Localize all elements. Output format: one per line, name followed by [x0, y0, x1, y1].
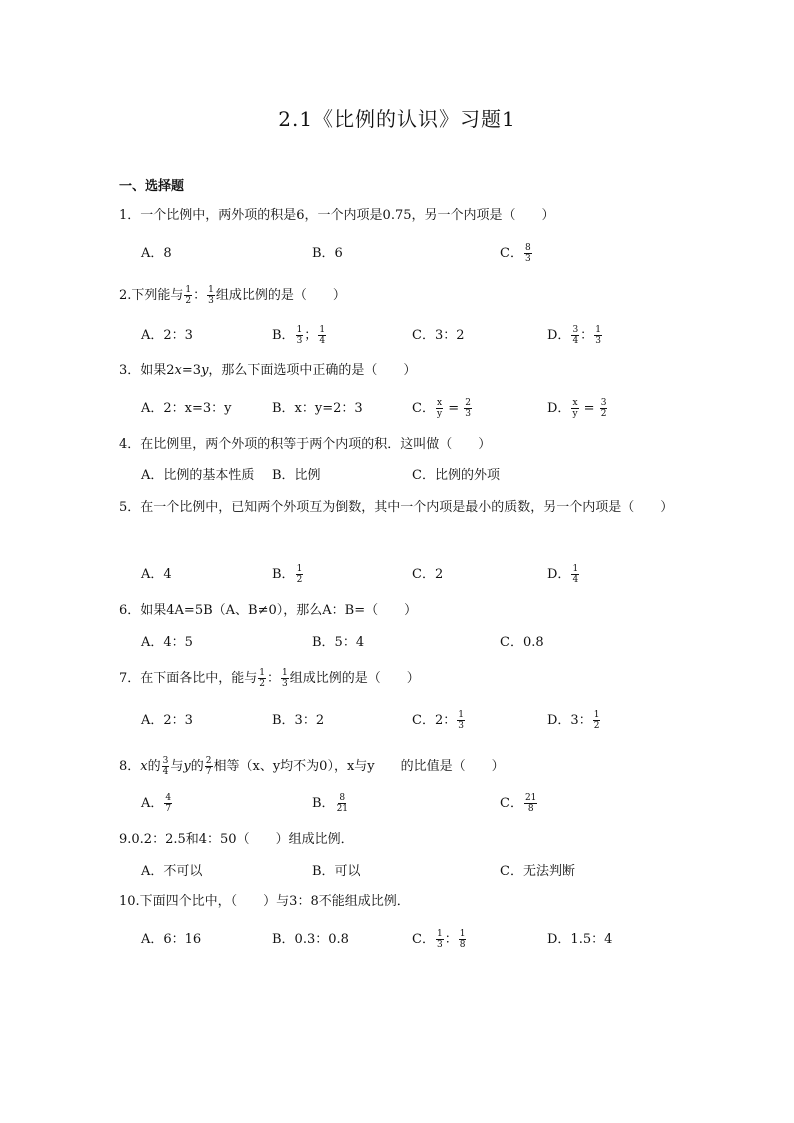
q5-option-a: A．4: [141, 567, 172, 582]
question-10-stem: 10.下面四个比中，（ ）与3：8不能组成比例．: [119, 894, 410, 909]
fraction: $\frac{21}{8}$: [524, 793, 537, 814]
q2-option-d: D． $\frac{3}{4}$ ： $\frac{1}{3}$: [547, 325, 601, 346]
q1-option-a: A．8: [141, 246, 172, 261]
fraction: $\frac{3}{4}$: [572, 325, 579, 346]
q8-option-a: A． $\frac{4}{7}$: [141, 793, 172, 814]
fraction: $\frac{1}{3}$: [296, 325, 303, 346]
fraction: $\frac{2}{7}$: [205, 756, 212, 777]
fraction: $\frac{8}{21}$: [336, 793, 349, 814]
question-7-stem: 7．在下面各比中，能与 $\frac{1}{2}$ ： $\frac{1}{3}$ 组成比例的是（ ）: [119, 668, 420, 689]
q7-option-b: B．3：2: [272, 713, 325, 728]
q8-option-c: C． $\frac{21}{8}$: [500, 793, 537, 814]
q10-option-a: A．6：16: [141, 932, 202, 947]
q9-option-a: A．不可以: [141, 864, 203, 879]
question-2-stem: 2.下列能与 $\frac{1}{2}$ ： $\frac{1}{3}$ 组成比例的是（ ）: [119, 285, 346, 306]
fraction: $\frac{2}{3}$: [465, 398, 471, 419]
fraction: $\frac{8}{3}$: [524, 243, 531, 264]
q5-option-b: B． $\frac{1}{2}$: [272, 564, 303, 585]
q7-option-c: C．2： $\frac{1}{3}$: [412, 710, 464, 731]
q3-option-a: A．2：x=3：y: [141, 401, 232, 416]
fraction: $\frac{1}{3}$: [436, 929, 443, 950]
q7-option-a: A．2：3: [141, 713, 193, 728]
q4-option-c: C．比例的外项: [412, 468, 500, 483]
fraction: $\frac{1}{3}$: [208, 285, 214, 306]
q9-option-b: B．可以: [312, 864, 361, 879]
q7-option-d: D．3： $\frac{1}{2}$: [547, 710, 600, 731]
section-heading: 一、选择题: [119, 179, 185, 194]
fraction: $\frac{1}{2}$: [185, 285, 192, 306]
fraction: $\frac{1}{4}$: [319, 325, 326, 346]
q2-option-a: A．2：3: [141, 328, 193, 343]
fraction: $\frac{3}{4}$: [162, 756, 169, 777]
q6-option-c: C．0.8: [500, 635, 544, 650]
q4-option-b: B．比例: [272, 468, 321, 483]
fraction: $\frac{3}{2}$: [600, 398, 607, 419]
q3-option-d: D． $\frac{x}{y}$ = $\frac{3}{2}$: [547, 398, 607, 419]
fraction: $\frac{1}{2}$: [296, 564, 303, 585]
question-1-stem: 1．一个比例中，两外项的积是6，一个内项是0.75，另一个内项是（ ）: [119, 208, 555, 223]
page-title: 2.1《比例的认识》习题1: [278, 107, 516, 131]
fraction: $\frac{1}{3}$: [282, 668, 288, 689]
fraction: $\frac{1}{2}$: [593, 710, 600, 731]
fraction: $\frac{4}{7}$: [165, 793, 172, 814]
q1-option-b: B．6: [312, 246, 343, 261]
q10-option-c: C． $\frac{1}{3}$ ： $\frac{1}{8}$: [412, 929, 466, 950]
q3-option-c: C． $\frac{x}{y}$ = $\frac{2}{3}$: [412, 398, 471, 419]
q3-option-b: B．x：y=2：3: [272, 401, 363, 416]
q6-option-b: B．5：4: [312, 635, 365, 650]
q2-option-c: C．3：2: [412, 328, 465, 343]
fraction: $\frac{1}{2}$: [259, 668, 266, 689]
fraction: $\frac{1}{4}$: [572, 564, 579, 585]
q9-option-c: C．无法判断: [500, 864, 575, 879]
q1-option-c: C． $\frac{8}{3}$: [500, 243, 531, 264]
q8-option-b: B． $\frac{8}{21}$: [312, 793, 349, 814]
q10-option-b: B．0.3：0.8: [272, 932, 349, 947]
fraction: $\frac{1}{3}$: [595, 325, 601, 346]
fraction: $\frac{x}{y}$: [572, 398, 578, 419]
fraction: $\frac{1}{3}$: [458, 710, 464, 731]
question-5-stem: 5．在一个比例中，已知两个外项互为倒数，其中一个内项是最小的质数，另一个内项是（ ）: [119, 500, 674, 515]
question-3-stem: 3．如果2x=3y，那么下面选项中正确的是（ ）: [119, 363, 417, 378]
question-8-stem: 8．x的 $\frac{3}{4}$ 与y的 $\frac{2}{7}$ 相等（x、y均不为0），x与y 的比值是（ ）: [119, 756, 505, 777]
question-9-stem: 9.0.2：2.5和4：50（ ）组成比例．: [119, 832, 354, 847]
question-6-stem: 6．如果4A=5B（A、B≠0），那么A：B=（ ）: [119, 603, 418, 618]
q10-option-d: D．1.5：4: [547, 932, 613, 947]
fraction: $\frac{1}{8}$: [459, 929, 466, 950]
q2-option-b: B． $\frac{1}{3}$ ； $\frac{1}{4}$: [272, 325, 326, 346]
question-4-stem: 4．在比例里，两个外项的积等于两个内项的积．这叫做（ ）: [119, 437, 492, 452]
q5-option-c: C．2: [412, 567, 444, 582]
q4-option-a: A．比例的基本性质: [141, 468, 255, 483]
q5-option-d: D． $\frac{1}{4}$: [547, 564, 579, 585]
q6-option-a: A．4：5: [141, 635, 193, 650]
fraction: $\frac{x}{y}$: [436, 398, 443, 419]
